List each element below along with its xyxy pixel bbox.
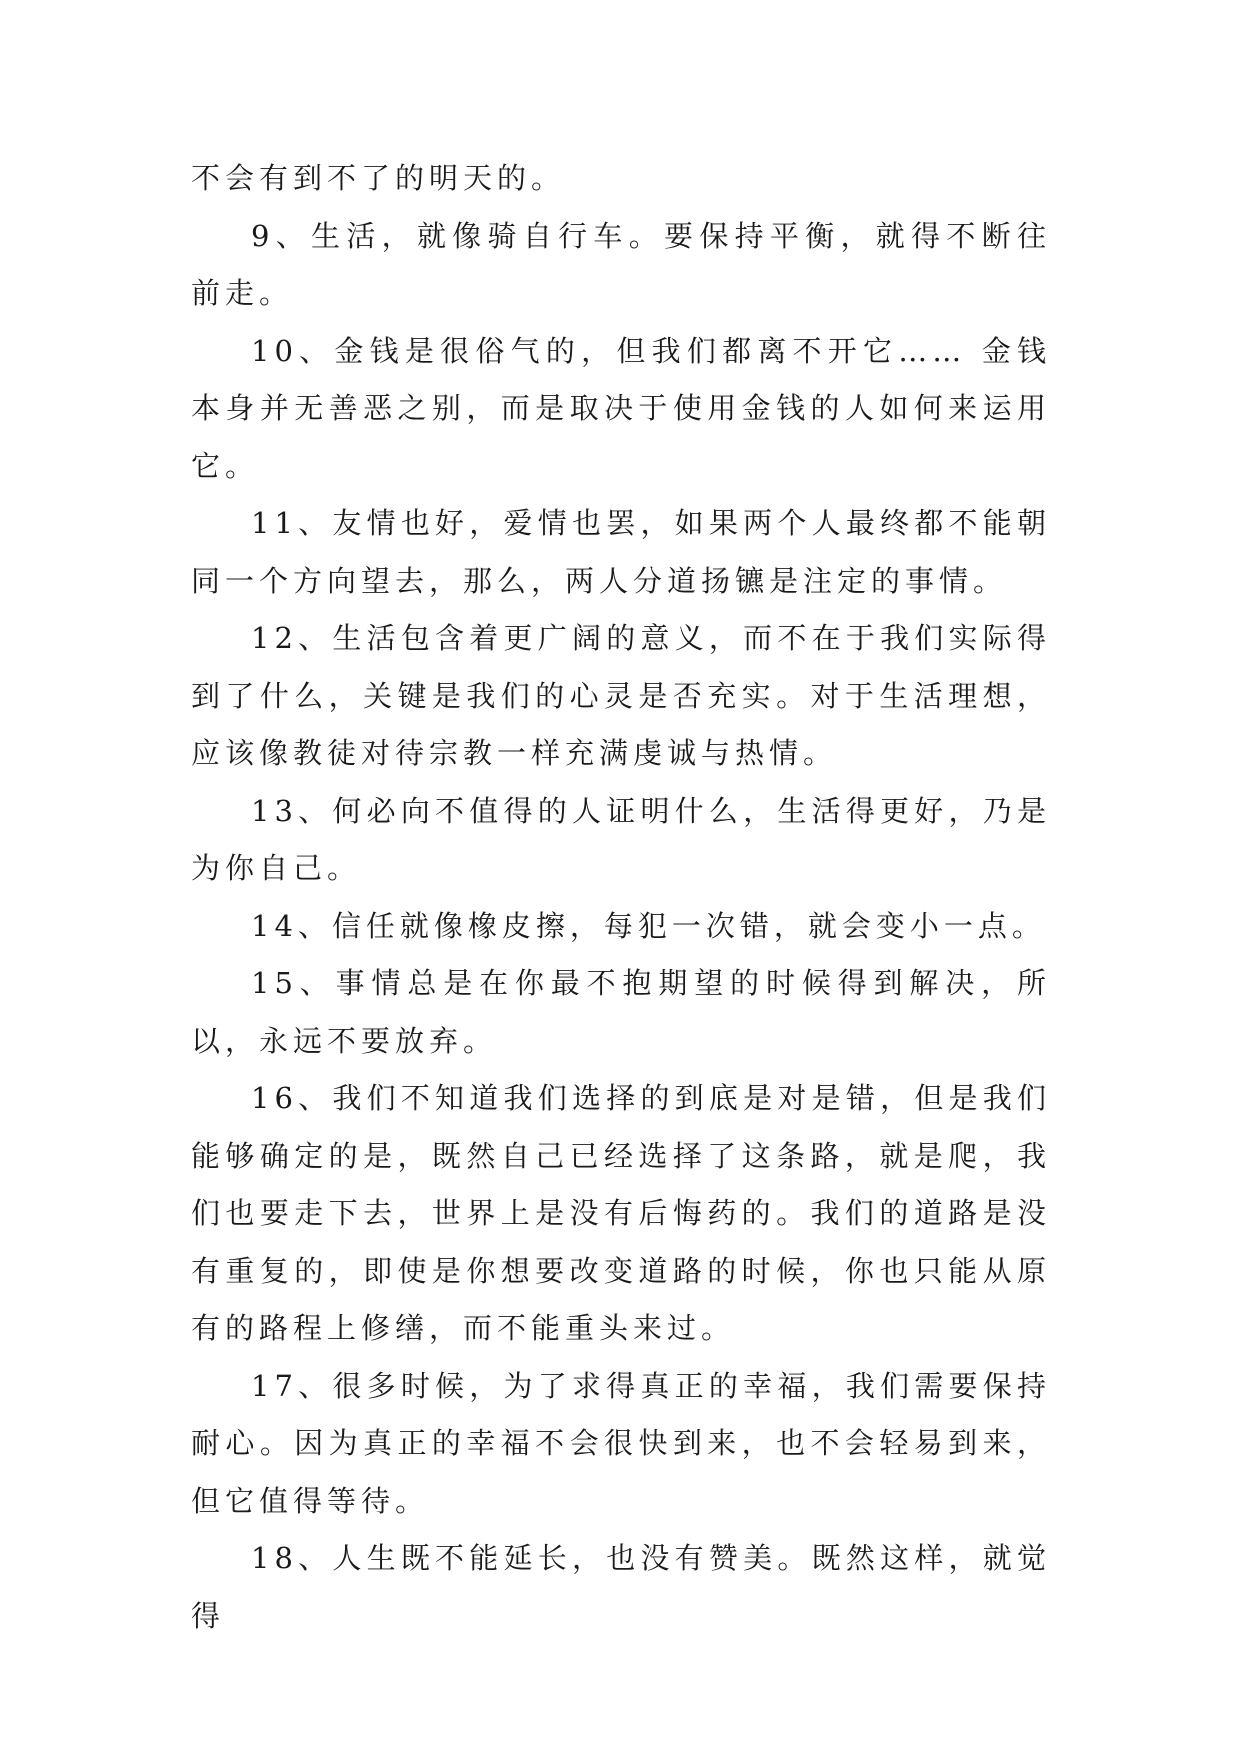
paragraph-item-13: 13、何必向不值得的人证明什么，生活得更好，乃是为你自己。 <box>191 793 1051 885</box>
paragraph-item-12: 12、生活包含着更广阔的意义，而不在于我们实际得到了什么，关键是我们的心灵是否充实。对于生活理想，应该像教徒对待宗教一样充满虔诚与热情。 <box>191 621 1051 770</box>
document-body <box>191 150 1051 1645</box>
paragraph-item-9: 9、生活，就像骑自行车。要保持平衡，就得不断往前走。 <box>191 218 1051 310</box>
paragraph-item-10: 10、金钱是很俗气的，但我们都离不开它…… 金钱本身并无善恶之别，而是取决于使用金钱的人如何来运用它。 <box>191 333 1051 483</box>
paragraph-item-14: 14、信任就像橡皮擦，每犯一次错，就会变小一点。 <box>251 908 1046 943</box>
paragraph-item-18: 18、人生既不能延长，也没有赞美。既然这样，就觉得 <box>191 1541 1051 1633</box>
paragraph-item-15: 15、事情总是在你最不抱期望的时候得到解决，所以，永远不要放弃。 <box>191 966 1051 1058</box>
paragraph-item-17: 17、很多时候，为了求得真正的幸福，我们需要保持耐心。因为真正的幸福不会很快到来，也不会轻易到来，但它值得等待。 <box>191 1368 1051 1518</box>
paragraph-item-11: 11、友情也好，爱情也罢，如果两个人最终都不能朝同一个方向望去，那么，两人分道扬镳是注定的事情。 <box>191 506 1051 598</box>
paragraph-item-16: 16、我们不知道我们选择的到底是对是错，但是我们能够确定的是，既然自己已经选择了这条路，就是爬，我们也要走下去，世界上是没有后悔药的。我们的道路是没有重复的，即使是你想要改变道路的时候，你也只能从原有的路程上修缮，而不能重头来过。 <box>191 1081 1051 1345</box>
paragraph-continuation: 不会有到不了的明天的。 <box>191 161 566 195</box>
